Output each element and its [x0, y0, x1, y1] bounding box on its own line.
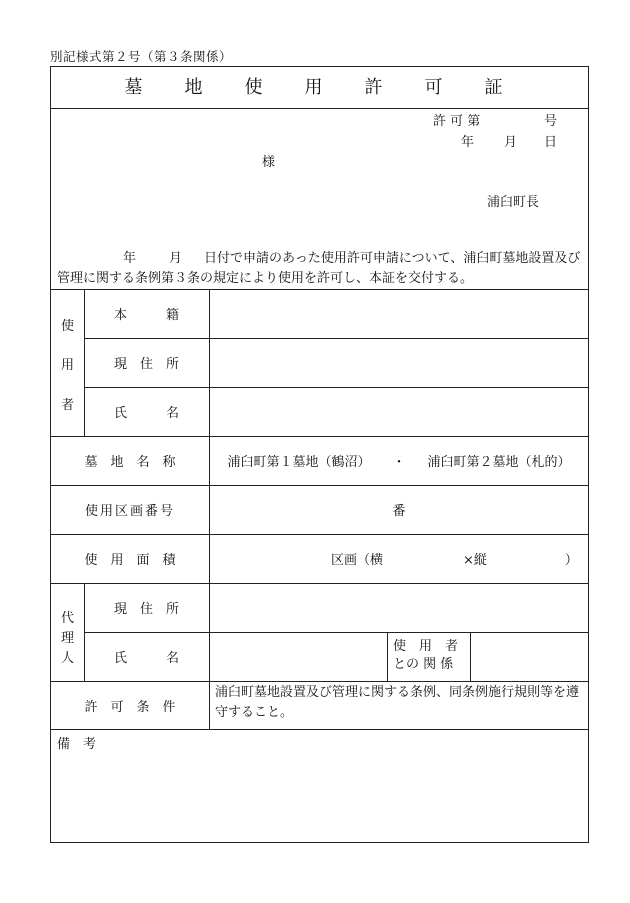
agent-group-char-3: 人	[61, 651, 75, 666]
user-name-field[interactable]	[210, 388, 588, 436]
remarks-label: 備 考	[57, 737, 97, 752]
intro-month: 月	[169, 251, 183, 266]
agent-relation-label-line1: 使 用 者	[393, 639, 459, 654]
plot-number-suffix: 番	[392, 504, 406, 519]
area-mid: ×縦	[463, 553, 487, 568]
agent-relation-field[interactable]	[471, 633, 588, 681]
agent-address-field[interactable]	[210, 584, 588, 632]
agent-address-label: 現 住 所	[113, 602, 179, 617]
agent-relation-label-line2: との 関 係	[393, 657, 454, 672]
plot-number-label: 使用区画番号	[84, 504, 175, 519]
area-label: 使 用 面 積	[84, 553, 176, 568]
cemetery-option-2[interactable]: 浦臼町第２墓地（札的）	[427, 455, 571, 470]
remarks-field[interactable]	[51, 751, 588, 841]
agent-group-char-2: 理	[61, 631, 75, 646]
user-domicile-field[interactable]	[210, 290, 588, 338]
permit-number-suffix: 号	[544, 114, 558, 129]
cemetery-separator: ・	[392, 455, 406, 470]
cemetery-option-1[interactable]: 浦臼町第１墓地（鶴沼）	[227, 455, 371, 470]
form-label: 別記様式第２号（第３条関係）	[50, 49, 233, 64]
issuer-name: 浦臼町長	[487, 195, 540, 210]
user-name-label: 氏 名	[113, 406, 179, 421]
plot-number-field[interactable]	[210, 485, 588, 534]
recipient-suffix: 様	[262, 155, 276, 170]
user-group-char-3: 者	[61, 398, 75, 413]
user-address-field[interactable]	[210, 339, 588, 387]
agent-name-field[interactable]	[210, 633, 387, 681]
user-group-char-2: 用	[61, 358, 75, 373]
agent-name-label: 氏 名	[113, 651, 179, 666]
permit-number-prefix: 許 可 第	[433, 114, 481, 129]
issue-date-month: 月	[504, 135, 518, 150]
intro-year: 年	[123, 251, 137, 266]
user-address-label: 現 住 所	[113, 357, 179, 372]
agent-relation-label	[393, 638, 458, 674]
area-prefix: 区画（横	[331, 553, 384, 568]
intro-statement	[51, 249, 590, 289]
user-domicile-label: 本 籍	[113, 308, 179, 323]
conditions-label: 許 可 条 件	[84, 699, 176, 715]
form-title: 墓 地 使 用 許 可 証	[51, 67, 588, 109]
agent-group-char-1: 代	[61, 611, 75, 626]
user-group-char-1: 使	[61, 319, 75, 334]
area-field[interactable]	[331, 534, 578, 583]
area-suffix: ）	[564, 553, 578, 568]
intro-text: 日付で申請のあった使用許可申請について、浦臼町墓地設置及び管理に関する条例第３条の規定により使用を許可し、本証を交付する。	[57, 251, 581, 286]
issue-date-day: 日	[544, 135, 558, 150]
issue-date-year: 年	[461, 135, 475, 150]
cemetery-name-field	[210, 436, 588, 485]
cemetery-name-label: 墓 地 名 称	[84, 455, 176, 470]
conditions-text: 浦臼町墓地設置及び管理に関する条例、同条例施行規則等を遵守すること。	[215, 685, 580, 720]
permit-form	[50, 66, 589, 843]
